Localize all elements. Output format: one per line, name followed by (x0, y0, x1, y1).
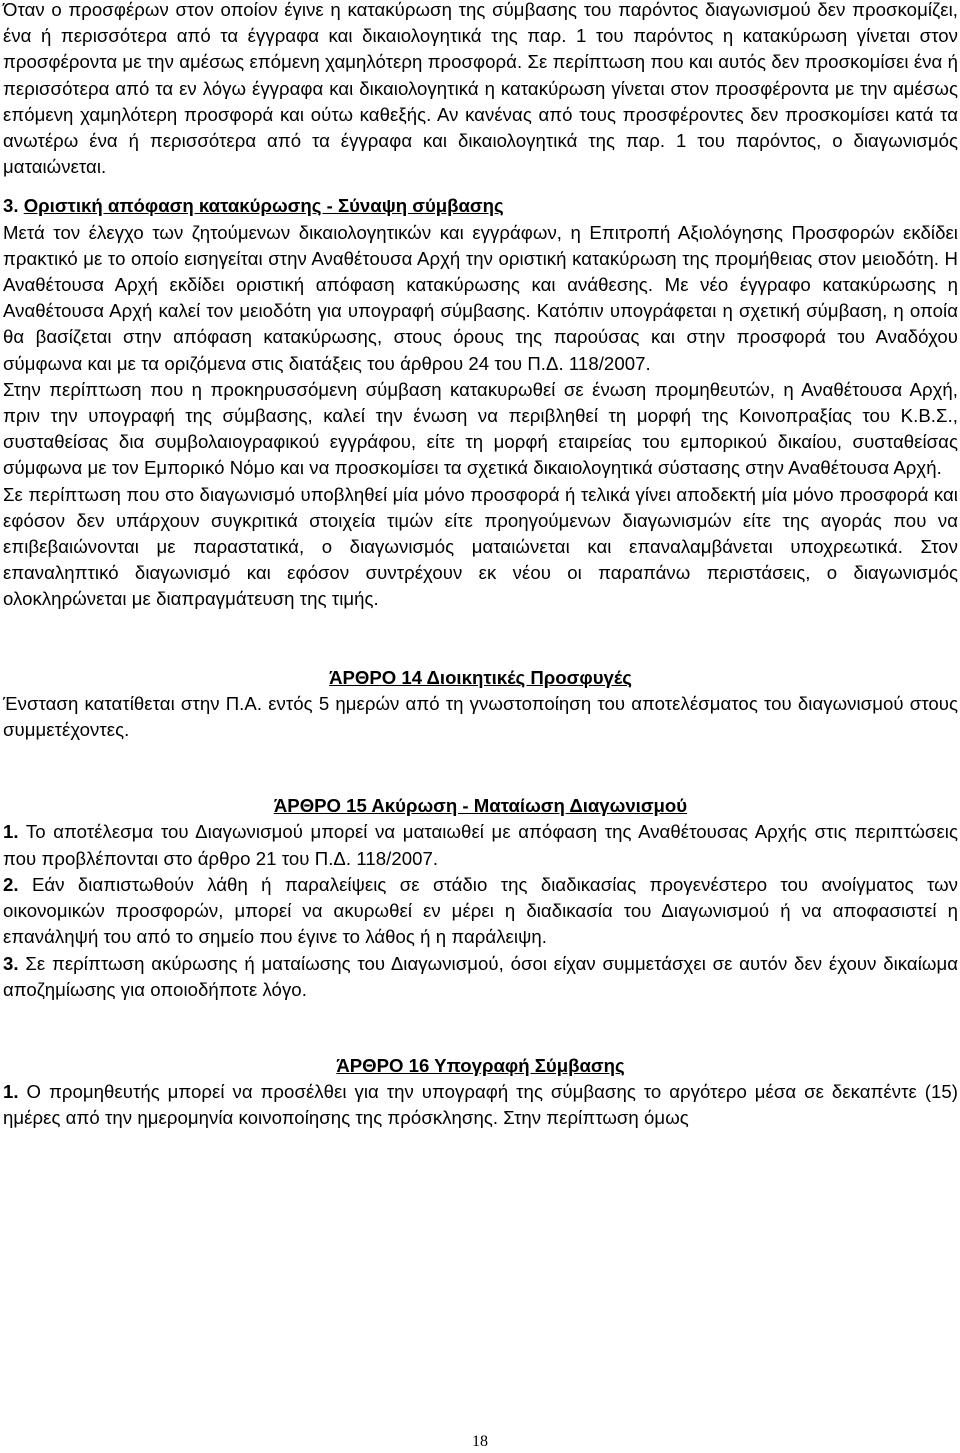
spacer (3, 613, 958, 665)
section-3-title: Οριστική απόφαση κατακύρωσης - Σύναψη σύμβασης (23, 195, 504, 217)
document-page (3, 0, 958, 1132)
article-14-heading: ΆΡΘΡΟ 14 Διοικητικές Προσφυγές (329, 666, 632, 688)
item-text: Το αποτέλεσμα του Διαγωνισμού μπορεί να ματαιωθεί με απόφαση της Αναθέτουσας Αρχής στις περιπτώσεις που προβλέπονται στο άρθρο 21 του Π.Δ. 118/2007. (3, 821, 958, 869)
article-16-heading: ΆΡΘΡΟ 16 Υπογραφή Σύμβασης (336, 1054, 625, 1076)
article-15-item-3 (3, 951, 958, 1003)
section-3-heading (3, 193, 958, 219)
article-15-item-2 (3, 872, 958, 951)
item-text: Εάν διαπιστωθούν λάθη ή παραλείψεις σε στάδιο της διαδικασίας προγενέστερο του ανοίγματος των οικονομικών προσφορών, μπορεί να ακυρωθεί εν μέρει η διαδικασία του Διαγωνισμού ή να αποφασιστεί η επανάληψή του από το σημείο που έγινε το λάθος ή η παράλειψη. (3, 873, 959, 948)
item-number: 1. (3, 821, 19, 843)
page-number: 18 (472, 1433, 488, 1450)
spacer (3, 743, 958, 793)
item-text: Ο προμηθευτής μπορεί να προσέλθει για την υπογραφή της σύμβασης το αργότερο μέσα σε δεκαπέντε (15) ημέρες από την ημερομηνία κοινοποίησης της πρόσκλησης. Στην περίπτωση όμως (3, 1081, 958, 1129)
section-3-paragraph-1: Μετά τον έλεγχο των ζητούμενων δικαιολογητικών και εγγράφων, η Επιτροπή Αξιολόγησης Προσφορών εκδίδει πρακτικό με το οποίο εισηγείται στην Αναθέτουσα Αρχή την οριστική κατακύρωση της προμήθειας στον μειοδότη. Η Αναθέτουσα Αρχή εκδίδει οριστική απόφαση κατακύρωσης και ανάθεσης. Με νέο έγγραφο κατακύρωσης η Αναθέτουσα Αρχή καλεί τον μειοδότη για υπογραφή σύμβασης. Κατόπιν υπογράφεται η σχετική σύμβαση, η οποία θα βασίζεται στην απόφαση κατακύρωσης, στους όρους της παρούσας και στην προσφορά του Αναδόχου σύμφωνα και με τα οριζόμενα στις διατάξεις του άρθρου 24 του Π.Δ. 118/2007. (3, 221, 958, 374)
item-number: 3. (3, 952, 19, 974)
section-3-paragraph-3: Σε περίπτωση που στο διαγωνισμό υποβληθεί μία μόνο προσφορά ή τελικά γίνει αποδεκτή μία μόνο προσφορά και εφόσον δεν υπάρχουν συγκριτικά στοιχεία τιμών είτε προηγούμενων διαγωνισμών είτε της αγοράς που να επιβεβαιώνονται με παραστατικά, ο διαγωνισμός ματαιώνεται και επαναλαμβάνεται υποχρεωτικά. Στον επαναληπτικό διαγωνισμό και εφόσον συντρέχουν εκ νέου οι παραπάνω περιστάσεις, ο διαγωνισμός ολοκληρώνεται με διαπραγμάτευση της τιμής. (3, 483, 958, 610)
article-15-item-1 (3, 819, 958, 871)
intro-paragraph: Όταν ο προσφέρων στον οποίον έγινε η κατακύρωση της σύμβασης του παρόντος διαγωνισμού δεν προσκομίζει, ένα ή περισσότερα από τα έγγραφα και δικαιολογητικά της παρ. 1 του παρόντος η κατακύρωση γίνεται στον προσφέροντα με την αμέσως επόμενη χαμηλότερη προσφορά. Σε περίπτωση που και αυτός δεν προσκομίσει ένα ή περισσότερα από τα εν λόγω έγγραφα και δικαιολογητικά η κατακύρωση γίνεται στον προσφέροντα με την αμέσως επόμενη χαμηλότερη προσφορά και ούτω καθεξής. Αν κανένας από τους προσφέροντες δεν προσκομίσει κατά τα ανωτέρω ένα ή περισσότερα από τα έγγραφα και δικαιολογητικά της παρ. 1 του παρόντος, ο διαγωνισμός ματαιώνεται. (3, 0, 958, 178)
item-text: Σε περίπτωση ακύρωσης ή ματαίωσης του Διαγωνισμού, όσοι είχαν συμμετάσχει σε αυτόν δεν έχουν δικαίωμα αποζημίωσης για οποιοδήποτε λόγο. (3, 952, 959, 1000)
section-3-paragraph-2: Στην περίπτωση που η προκηρυσσόμενη σύμβαση κατακυρωθεί σε ένωση προμηθευτών, η Αναθέτουσα Αρχή, πριν την υπογραφή της σύμβασης, καλεί την ένωση να περιβληθεί τη μορφή της Κοινοπραξίας του Κ.Β.Σ., συσταθείσας δια συμβολαιογραφικού εγγράφου, είτε τη μορφή εταιρείας του εμπορικού δικαίου, συσταθείσας σύμφωνα με τον Εμπορικό Νόμο και να προσκομίσει τα σχετικά δικαιολογητικά σύστασης στην Αναθέτουσα Αρχή. (3, 378, 958, 479)
section-3-number: 3. (3, 195, 19, 217)
spacer (3, 180, 958, 193)
spacer (3, 1003, 958, 1053)
item-number: 2. (3, 873, 19, 895)
article-16-item-1 (3, 1079, 958, 1131)
article-14-body: Ένσταση κατατίθεται στην Π.Α. εντός 5 ημερών από τη γνωστοποίηση του αποτελέσματος του διαγωνισμού στους συμμετέχοντες. (3, 692, 958, 741)
item-number: 1. (3, 1081, 19, 1103)
article-15-heading: ΆΡΘΡΟ 15 Ακύρωση - Ματαίωση Διαγωνισμού (273, 795, 688, 817)
